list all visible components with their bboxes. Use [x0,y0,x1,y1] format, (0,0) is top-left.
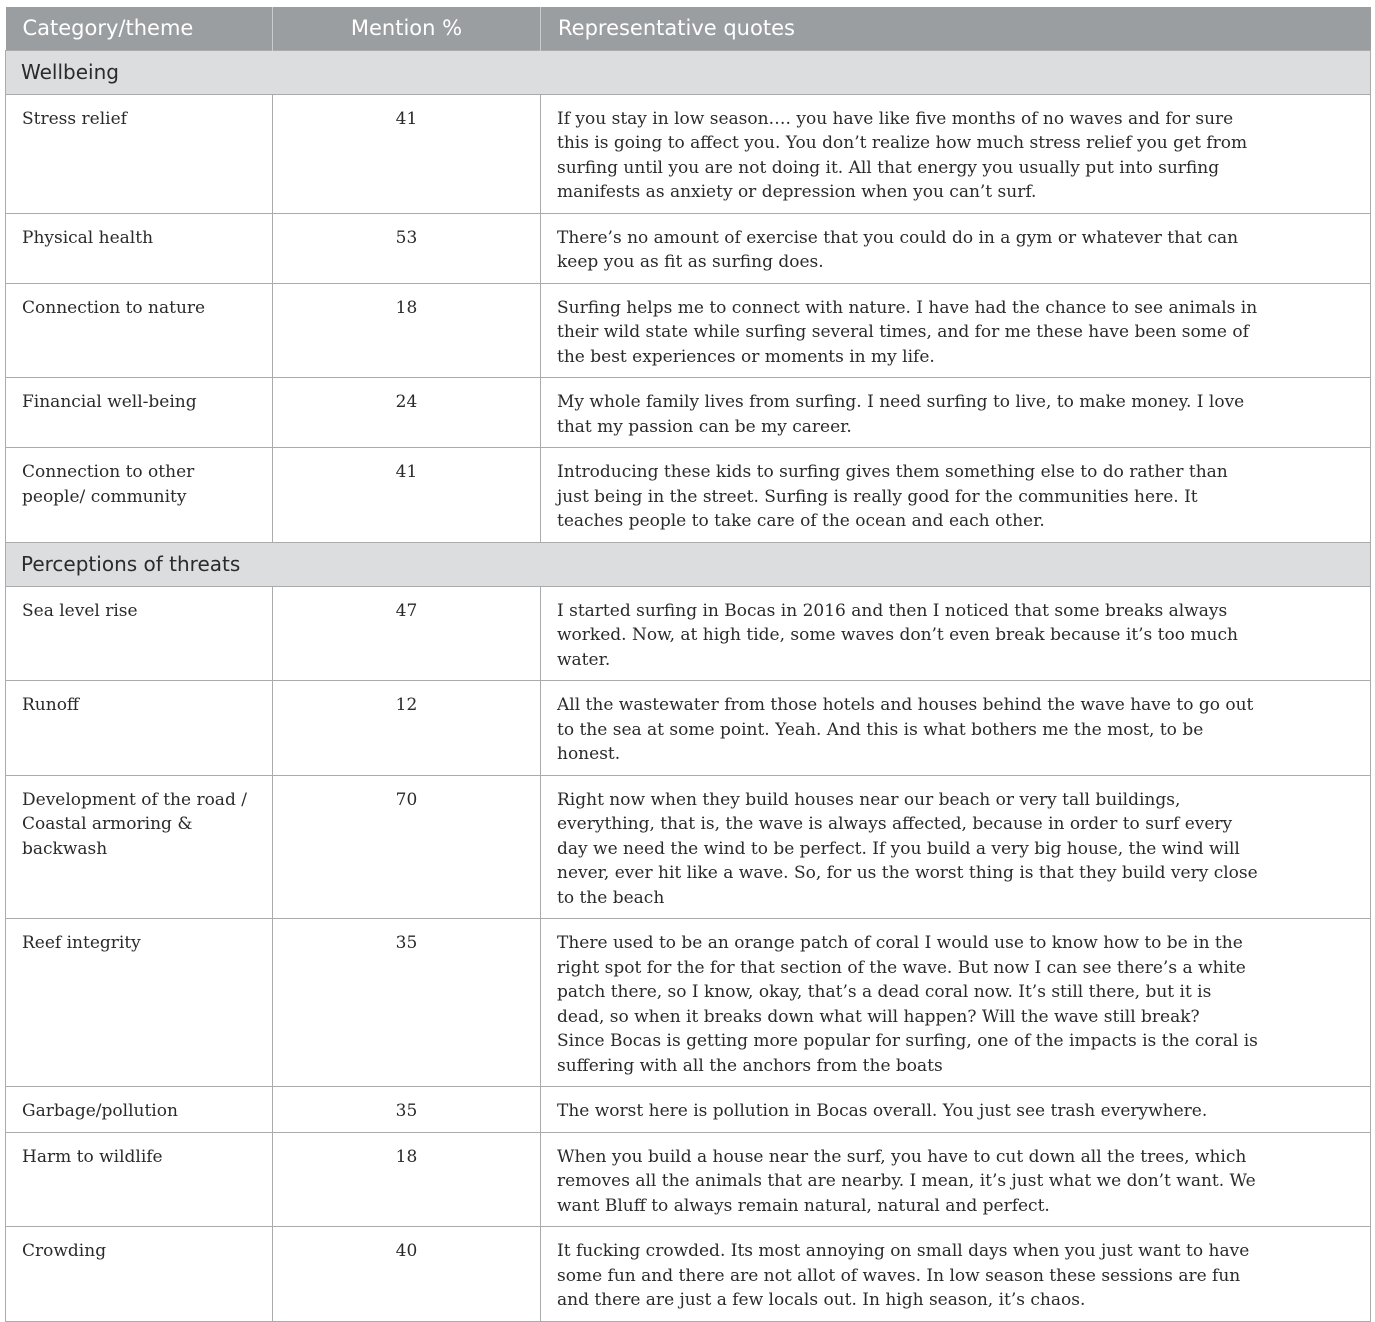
mention-cell: 41 [273,448,541,543]
mention-cell: 41 [273,94,541,213]
mention-cell: 70 [273,775,541,919]
quote-cell: Right now when they build houses near our beach or very tall buildings, everything, that is, the wave is always affected, because in order to surf every day we need the wind to be perfect. If you build a very big house, the wind will never, ever hit like a wave. So, for us the worst thing is that they build very close to the beach [541,775,1371,919]
category-cell: Physical health [6,213,273,283]
table-row [6,94,1371,213]
category-cell: Connection to nature [6,283,273,378]
quote-cell [541,919,1371,1087]
category-cell: Connection to other people/ community [6,448,273,543]
category-cell: Sea level rise [6,586,273,681]
mention-cell: 12 [273,681,541,776]
quote-paragraph: Since Bocas is getting more popular for surfing, one of the impacts is the coral is suffering with all the anchors from the boats [557,1031,1258,1076]
mention-cell: 53 [273,213,541,283]
table-row [6,283,1371,378]
table-row [6,1087,1371,1133]
table-row [6,775,1371,919]
quote-cell: If you stay in low season…. you have like five months of no waves and for sure this is going to affect you. You don’t realize how much stress relief you get from surfing until you are not doing it. All that energy you usually put into surfing manifests as anxiety or depression when you can’t surf. [541,94,1371,213]
table-row [6,586,1371,681]
table-row [6,681,1371,776]
table-row [6,213,1371,283]
header-category: Category/theme [6,7,273,50]
table-row [6,378,1371,448]
mention-cell: 47 [273,586,541,681]
mention-cell: 24 [273,378,541,448]
section-title: Wellbeing [6,50,1371,94]
category-cell: Development of the road / Coastal armoring & backwash [6,775,273,919]
quote-cell: All the wastewater from those hotels and houses behind the wave have to go out to the sea at some point. Yeah. And this is what bothers me the most, to be honest. [541,681,1371,776]
mention-cell: 35 [273,1087,541,1133]
category-cell: Reef integrity [6,919,273,1087]
section-title: Perceptions of threats [6,542,1371,586]
themes-table [5,7,1371,1322]
mention-cell: 35 [273,919,541,1087]
category-cell: Garbage/pollution [6,1087,273,1133]
quote-cell: There’s no amount of exercise that you could do in a gym or whatever that can keep you as fit as surfing does. [541,213,1371,283]
category-cell: Runoff [6,681,273,776]
quote-cell: It fucking crowded. Its most annoying on small days when you just want to have some fun and there are not allot of waves. In low season these sessions are fun and there are just a few locals out. In high season, it’s chaos. [541,1227,1371,1322]
mention-cell: 18 [273,283,541,378]
quote-paragraph: There used to be an orange patch of coral I would use to know how to be in the right spot for the for that section of the wave. But now I can see there’s a white patch there, so I know, okay, that’s a dead coral now. It’s still there, but it is dead, so when it breaks down what will happen? Will the wave still break? [557,933,1246,1027]
quote-cell: I started surfing in Bocas in 2016 and then I noticed that some breaks always worked. Now, at high tide, some waves don’t even break because it’s too much water. [541,586,1371,681]
header-mention: Mention % [273,7,541,50]
quote-cell: Introducing these kids to surfing gives them something else to do rather than just being in the street. Surfing is really good for the communities here. It teaches people to take care of the ocean and each other. [541,448,1371,543]
table-row [6,1132,1371,1227]
category-cell: Harm to wildlife [6,1132,273,1227]
header-row [6,7,1371,50]
category-cell: Stress relief [6,94,273,213]
section-row [6,50,1371,94]
quote-cell: My whole family lives from surfing. I need surfing to live, to make money. I love that my passion can be my career. [541,378,1371,448]
table-row [6,448,1371,543]
quote-cell: The worst here is pollution in Bocas overall. You just see trash everywhere. [541,1087,1371,1133]
category-cell: Financial well-being [6,378,273,448]
table-row [6,1227,1371,1322]
category-cell: Crowding [6,1227,273,1322]
mention-cell: 18 [273,1132,541,1227]
mention-cell: 40 [273,1227,541,1322]
header-quotes: Representative quotes [541,7,1371,50]
table-row [6,919,1371,1087]
section-row [6,542,1371,586]
quote-cell: When you build a house near the surf, you have to cut down all the trees, which removes all the animals that are nearby. I mean, it’s just what we don’t want. We want Bluff to always remain natural, natural and perfect. [541,1132,1371,1227]
quote-cell: Surfing helps me to connect with nature. I have had the chance to see animals in their wild state while surfing several times, and for me these have been some of the best experiences or moments in my life. [541,283,1371,378]
